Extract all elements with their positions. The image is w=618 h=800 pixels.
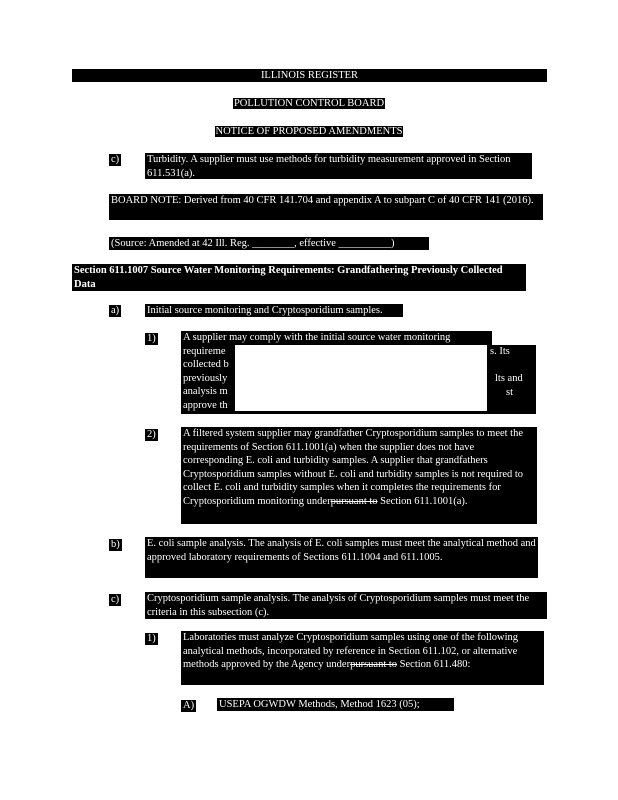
item-label-b: b) [111,539,120,550]
register-title: ILLINOIS REGISTER [260,70,359,81]
board-title-line [0,97,618,111]
item-a1-fragment-3: st [506,387,514,398]
item-c1-struck: pursuant to [350,659,398,670]
item-a1-fragment-2: lts and [495,373,523,384]
item-a1-line-2: requireme [183,345,226,357]
item-a1-fragment-1: s. Its [490,346,510,357]
notice-title-line [0,125,618,139]
source-note: (Source: Amended at 42 Ill. Reg. ________, effective __________) [109,237,429,250]
item-a1-line-3: collected b [183,359,229,370]
register-banner [72,69,547,82]
item-c-text: Cryptosporidium sample analysis. The analysis of Cryptosporidium samples must meet the criteria in this subsection (c). [145,592,547,619]
item-cA-text: USEPA OGWDW Methods, Method 1623 (05); [217,698,454,711]
item-label-c-turbidity: c) [111,154,120,165]
item-label-c: c) [111,594,120,605]
item-a1-line-5: analysis m [183,386,228,397]
item-c1-text [181,631,544,685]
item-a2-end: Section 611.1001(a). [377,495,468,507]
item-a1-line-6: approve th [183,399,228,411]
notice-title: NOTICE OF PROPOSED AMENDMENTS [215,126,403,137]
item-b-text: E. coli sample analysis. The analysis of E. coli samples must meet the analytical method and approved laboratory requirements of Sections 611.1004 and 611.1005. [145,537,538,578]
redaction-box [235,345,487,411]
item-a2-text [181,427,537,524]
item-a2-struck: pursuant to [330,495,378,507]
item-a2-main: A filtered system supplier may grandfather Cryptosporidium samples to meet the requirements of Section 611.1001(a) when the supplier does not have corresponding E. coli and turbidity samples. A supplier that grandfathers Cryptosporidium samples without E. coli and turbidity samples is not required to collect E. coli and turbidity samples when it completes the requirements for Cryptosporidium monitoring under [183,428,524,507]
item-a-text: Initial source monitoring and Cryptosporidium samples. [145,304,403,317]
board-note: BOARD NOTE: Derived from 40 CFR 141.704 and appendix A to subpart C of 40 CFR 141 (2016). [109,194,543,220]
item-label-c1: 1) [147,633,156,644]
item-label-cA: A) [183,700,195,711]
item-a1-line-1: A supplier may comply with the initial source water monitoring [183,332,451,343]
board-title: POLLUTION CONTROL BOARD [233,98,385,109]
paragraph-c-turbidity: Turbidity. A supplier must use methods for turbidity measurement approved in Section 611.531(a). [145,153,532,179]
item-label-a2: 2) [147,429,156,440]
section-heading: Section 611.1007 Source Water Monitoring Requirements: Grandfathering Previously Collected Data [72,264,526,291]
redaction-box-top-right [492,331,536,345]
item-c1-end: Section 611.480: [397,659,471,670]
item-label-a: a) [111,305,120,316]
item-label-a1: 1) [147,333,156,344]
item-c1-main: Laboratories must analyze Cryptosporidium samples using one of the following analytical methods, incorporated by reference in Section 611.102, or alternative methods approved by the Agency under [183,632,519,670]
item-a1-line-4: previously [183,372,228,384]
